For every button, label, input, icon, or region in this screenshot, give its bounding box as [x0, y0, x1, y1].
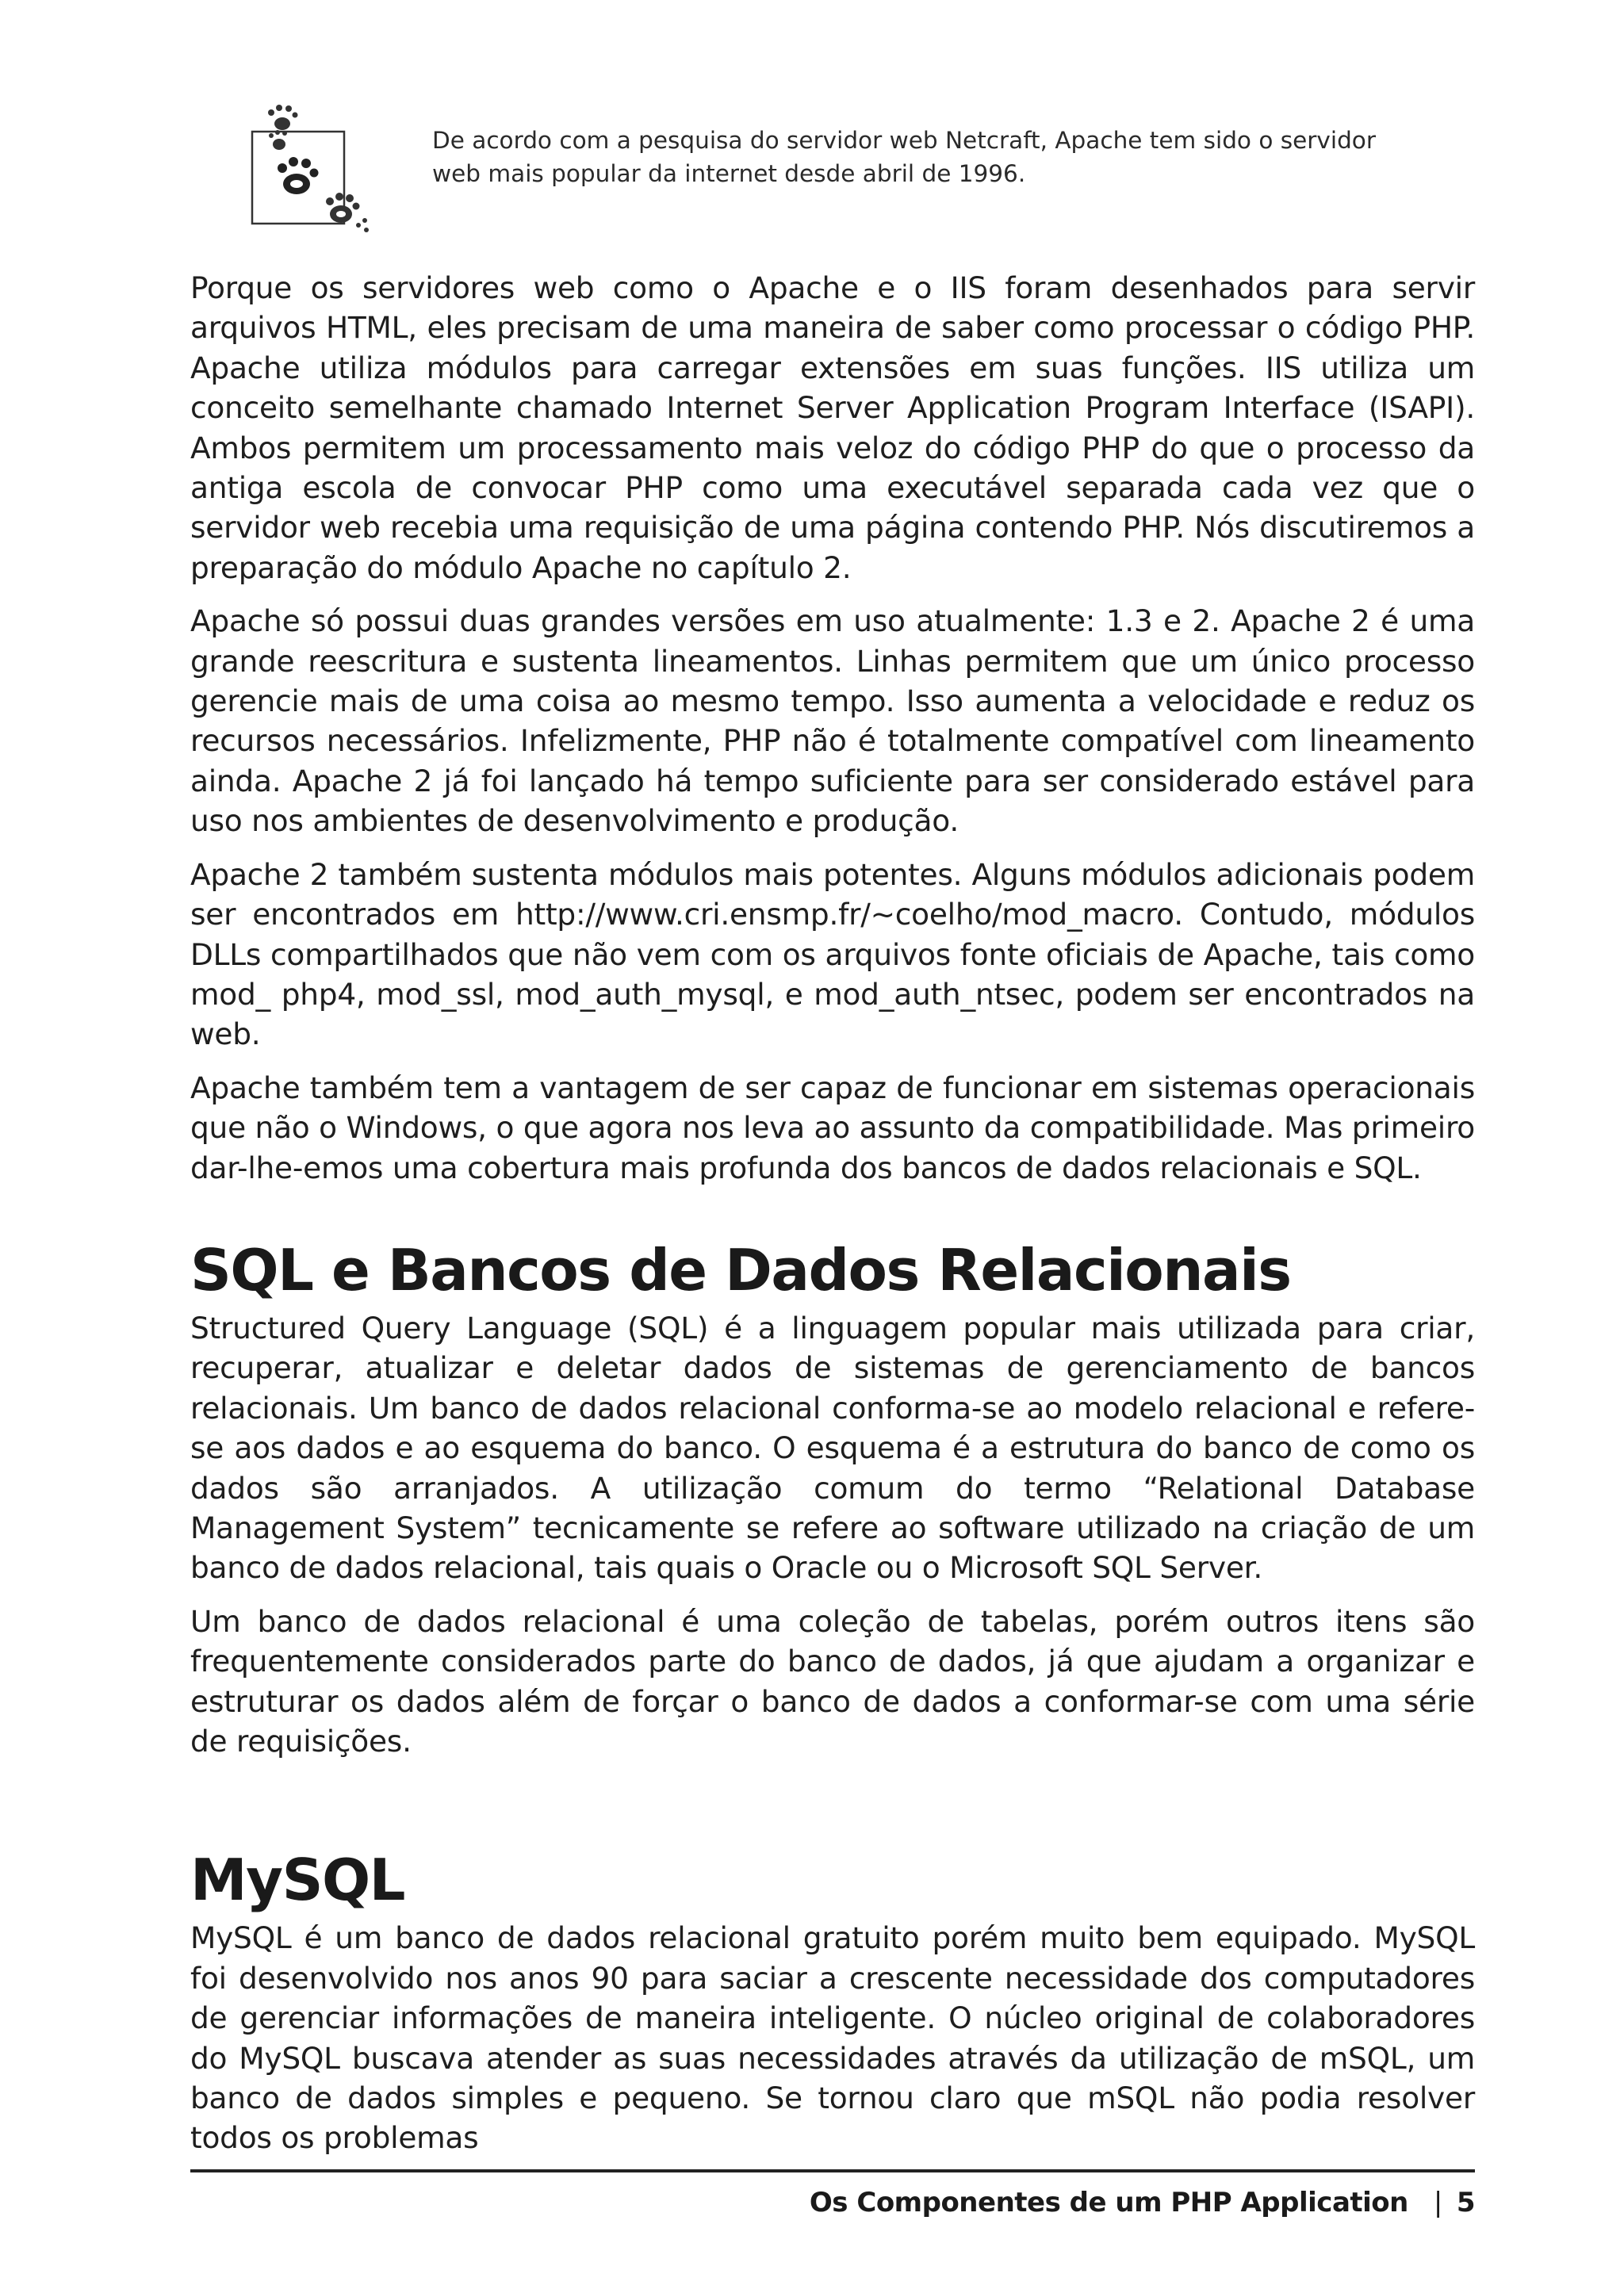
footer-page-number: 5	[1456, 2187, 1475, 2218]
running-footer	[810, 2187, 1475, 2218]
paragraph-apache-versions: Apache só possui duas grandes versões em uso atualmente: 1.3 e 2. Apache 2 é uma grande reescritura e sustenta lineamentos. Linhas permitem que um único processo gerencie mais de uma coisa ao mesmo tempo. Isso aumenta a velocidade e reduz os recursos necessários. Infelizmente, PHP não é totalmente compatível com lineamento ainda. Apache 2 já foi lançado há tempo suficiente para ser considerado estável para uso nos ambientes de desenvolvimento e produção.	[190, 603, 1475, 839]
paragraph-apache2-modules: Apache 2 também sustenta módulos mais potentes. Alguns módulos adicionais podem ser encontrados em http://www.cri.ensmp.fr/~coelho/mod_macro. Contudo, módulos DLLs compartilhados que não vem com os arquivos fonte oficiais de Apache, tais como mod_ php4, mod_ssl, mod_auth_mysql, e mod_auth_ntsec, podem ser encontrados na web.	[190, 856, 1475, 1052]
section-heading-sql: SQL e Bancos de Dados Relacionais	[190, 1236, 1291, 1303]
paragraph-sql-definition: Structured Query Language (SQL) é a linguagem popular mais utilizada para criar, recuperar, atualizar e deletar dados de sistemas de gerenciamento de bancos relacionais. Um banco de dados relacional conforma-se ao modelo relacional e refere-se aos dados e ao esquema do banco. O esquema é a estrutura do banco de como os dados são arranjados. A utilização comum do termo “Relational Database Management System” tecnicamente se refere ao software utilizado na criação de um banco de dados relacional, tais quais o Oracle ou o Microsoft SQL Server.	[190, 1310, 1475, 1586]
paragraph-mysql-intro: MySQL é um banco de dados relacional gratuito porém muito bem equipado. MySQL foi desenvolvido nos anos 90 para saciar a crescente necessidade dos computadores de gerenciar informações de maneira inteligente. O núcleo original de colaboradores do MySQL buscava atender as suas necessidades através da utilização de mSQL, um banco de dados simples e pequeno. Se tornou claro que mSQL não podia resolver todos os problemas	[190, 1920, 1475, 2156]
footer-book-title: Os Componentes de um PHP Application	[809, 2187, 1408, 2218]
footer-divider	[190, 2169, 1475, 2172]
tip-note-text: De acordo com a pesquisa do servidor web Netcraft, Apache tem sido o servidor web mais popular da internet desde abril de 1996.	[432, 127, 1376, 187]
tip-paw-print-icon	[247, 101, 374, 238]
paragraph-modules: Porque os servidores web como o Apache e o IIS foram desenhados para servir arquivos HTML, eles precisam de uma maneira de saber como processar o código PHP. Apache utiliza módulos para carregar extensões em suas funções. IIS utiliza um conceito semelhante chamado Internet Server Application Program Interface (ISAPI). Ambos permitem um processamento mais veloz do código PHP do que o processo da antiga escola de convocar PHP como uma executável separada cada vez que o servidor web recebia uma requisição de uma página contendo PHP. Nós discutiremos a preparação do módulo Apache no capítulo 2.	[190, 270, 1475, 585]
section-heading-mysql: MySQL	[190, 1847, 405, 1914]
paragraph-relational-tables: Um banco de dados relacional é uma coleção de tabelas, porém outros itens são frequentemente considerados parte do banco de dados, já que ajudam a organizar e estruturar os dados além de forçar o banco de dados a conformar-se com uma série de requisições.	[190, 1603, 1475, 1759]
paragraph-apache-compatibility: Apache também tem a vantagem de ser capaz de funcionar em sistemas operacionais que não o Windows, o que agora nos leva ao assunto da compatibilidade. Mas primeiro dar-lhe-emos uma cobertura mais profunda dos bancos de dados relacionais e SQL.	[190, 1070, 1475, 1185]
footer-separator: |	[1433, 2187, 1442, 2218]
main-text-column	[190, 268, 1475, 2172]
